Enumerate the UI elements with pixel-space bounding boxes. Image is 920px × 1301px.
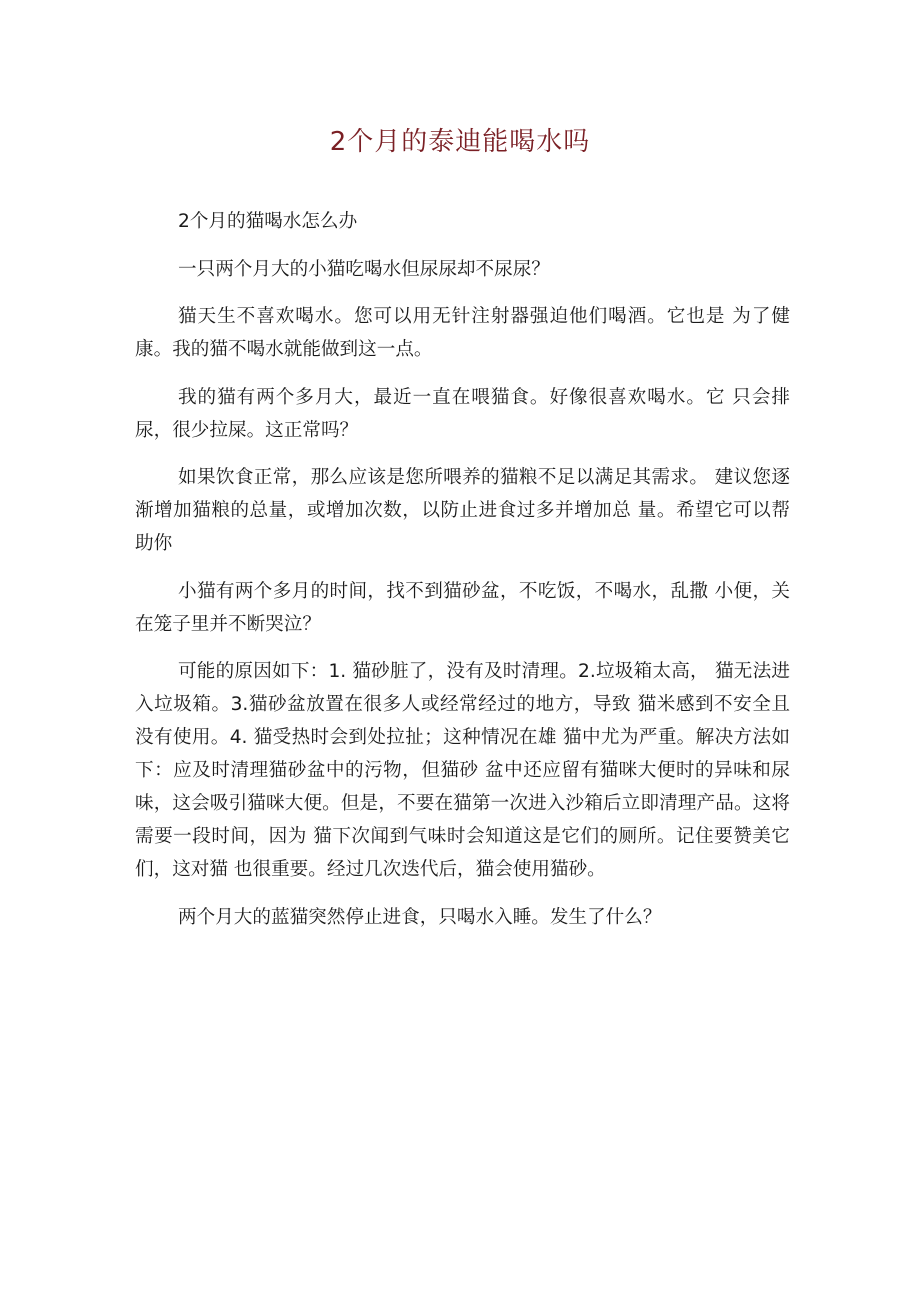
paragraph-answer-2: 如果饮食正常，那么应该是您所喂养的猫粮不足以满足其需求。 建议您逐渐增加猫粮的总量，或增加次数，以防止进食过多并增加总 量。希望它可以帮助你 (135, 467, 790, 554)
paragraph-answer-3: 可能的原因如下：1. 猫砂脏了，没有及时清理。2.垃圾箱太高， 猫无法进入垃圾箱。3.猫砂盆放置在很多人或经常经过的地方，导致 猫米感到不安全且没有使用。4. 猫受热时会到处拉扯；这种情况在雄 猫中尤为严重。解决方法如下：应及时清理猫砂盆中的污物，但猫砂 盆中还应留有猫咪大便时的异味和尿味，这会吸引猫咪大便。但是，不要在猫第一次进入沙箱后立即清理产品。这将需要一段时间，因为 猫下次闻到气味时会知道这是它们的厕所。记住要赞美它们，这对猫 也很重要。经过几次迭代后，猫会使用猫砂。 (135, 661, 790, 880)
paragraph-question-3: 小猫有两个多月的时间，找不到猫砂盆，不吃饭，不喝水，乱撒 小便，关在笼子里并不断哭泣？ (135, 580, 790, 635)
paragraph-question-1: 一只两个月大的小猫吃喝水但尿尿却不尿尿？ (178, 258, 550, 280)
paragraph-question-4: 两个月大的蓝猫突然停止进食，只喝水入睡。发生了什么？ (178, 906, 662, 928)
document-body (135, 205, 790, 948)
document-title: 2个月的泰迪能喝水吗 (329, 127, 591, 157)
paragraph-answer-1: 猫天生不喜欢喝水。您可以用无针注射器强迫他们喝酒。它也是 为了健康。我的猫不喝水就能做到这一点。 (135, 306, 790, 360)
paragraph-question-2: 我的猫有两个多月大，最近一直在喂猫食。好像很喜欢喝水。它 只会排尿，很少拉屎。这正常吗？ (135, 386, 790, 441)
paragraph-subtitle: 2个月的猫喝水怎么办 (178, 211, 358, 232)
